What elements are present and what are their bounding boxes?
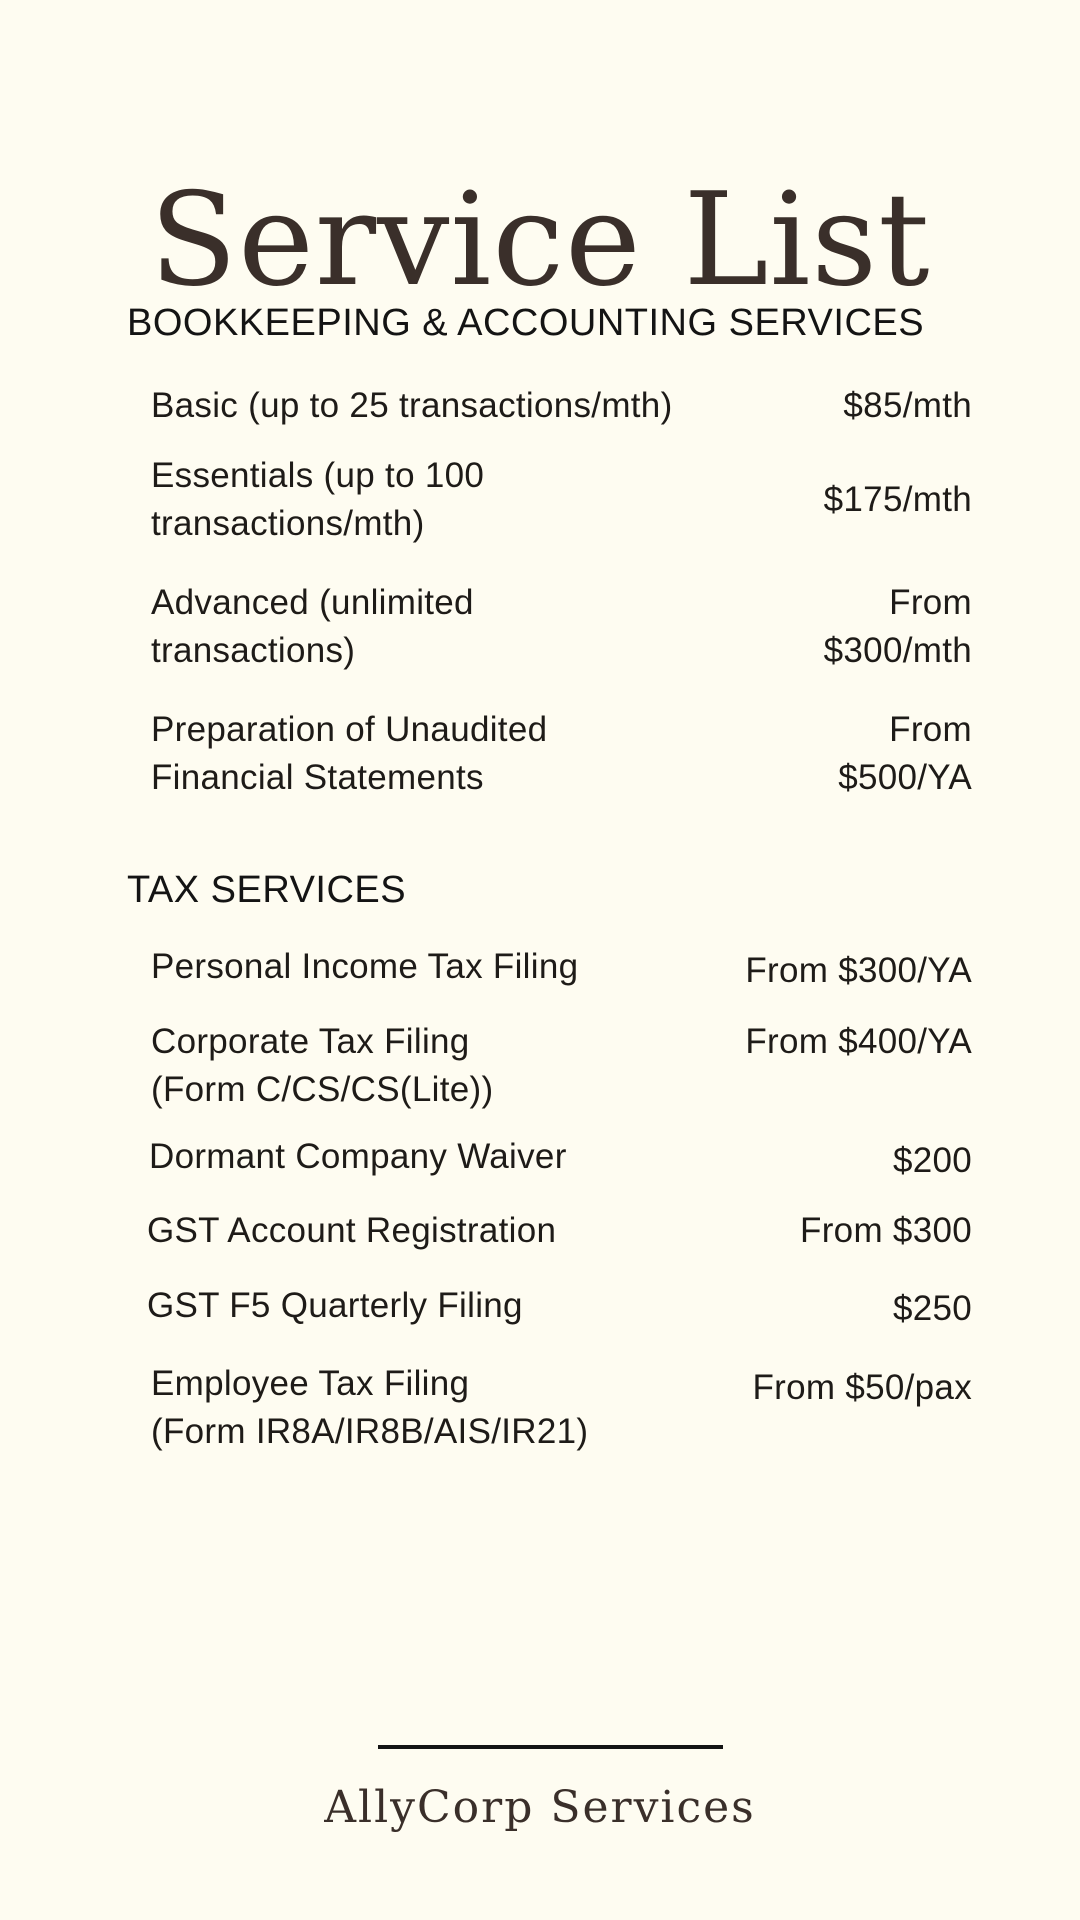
service-name: Advanced (unlimited transactions) — [151, 583, 474, 670]
service-name: Essentials (up to 100 transactions/mth) — [151, 456, 485, 543]
brand-name: AllyCorp Services — [324, 1782, 756, 1833]
service-name: Preparation of Unaudited Financial Statements — [151, 710, 548, 797]
footer-divider — [378, 1745, 723, 1749]
service-price: $200 — [892, 1141, 972, 1180]
section-heading-bookkeeping: BOOKKEEPING & ACCOUNTING SERVICES — [127, 302, 925, 344]
service-price: $250 — [892, 1289, 972, 1328]
service-name: Employee Tax Filing (Form IR8A/IR8B/AIS/IR21) — [151, 1364, 589, 1451]
service-price: From $400/YA — [745, 1022, 972, 1061]
service-name: GST F5 Quarterly Filing — [147, 1286, 523, 1325]
service-price: From $300 — [800, 1211, 972, 1250]
service-price: From $50/pax — [752, 1368, 972, 1407]
service-price: $85/mth — [843, 386, 972, 425]
service-price: From $300/YA — [745, 951, 972, 990]
section-heading-tax: TAX SERVICES — [127, 869, 407, 911]
service-name: Corporate Tax Filing (Form C/CS/CS(Lite)) — [151, 1022, 494, 1109]
service-name: Basic (up to 25 transactions/mth) — [151, 386, 673, 425]
service-price: $175/mth — [823, 480, 972, 519]
service-name: Dormant Company Waiver — [149, 1137, 567, 1176]
page-title: Service List — [149, 165, 931, 315]
service-name: GST Account Registration — [147, 1211, 557, 1250]
service-price: From $500/YA — [838, 710, 972, 797]
service-price: From $300/mth — [823, 583, 972, 670]
service-name: Personal Income Tax Filing — [151, 947, 579, 986]
